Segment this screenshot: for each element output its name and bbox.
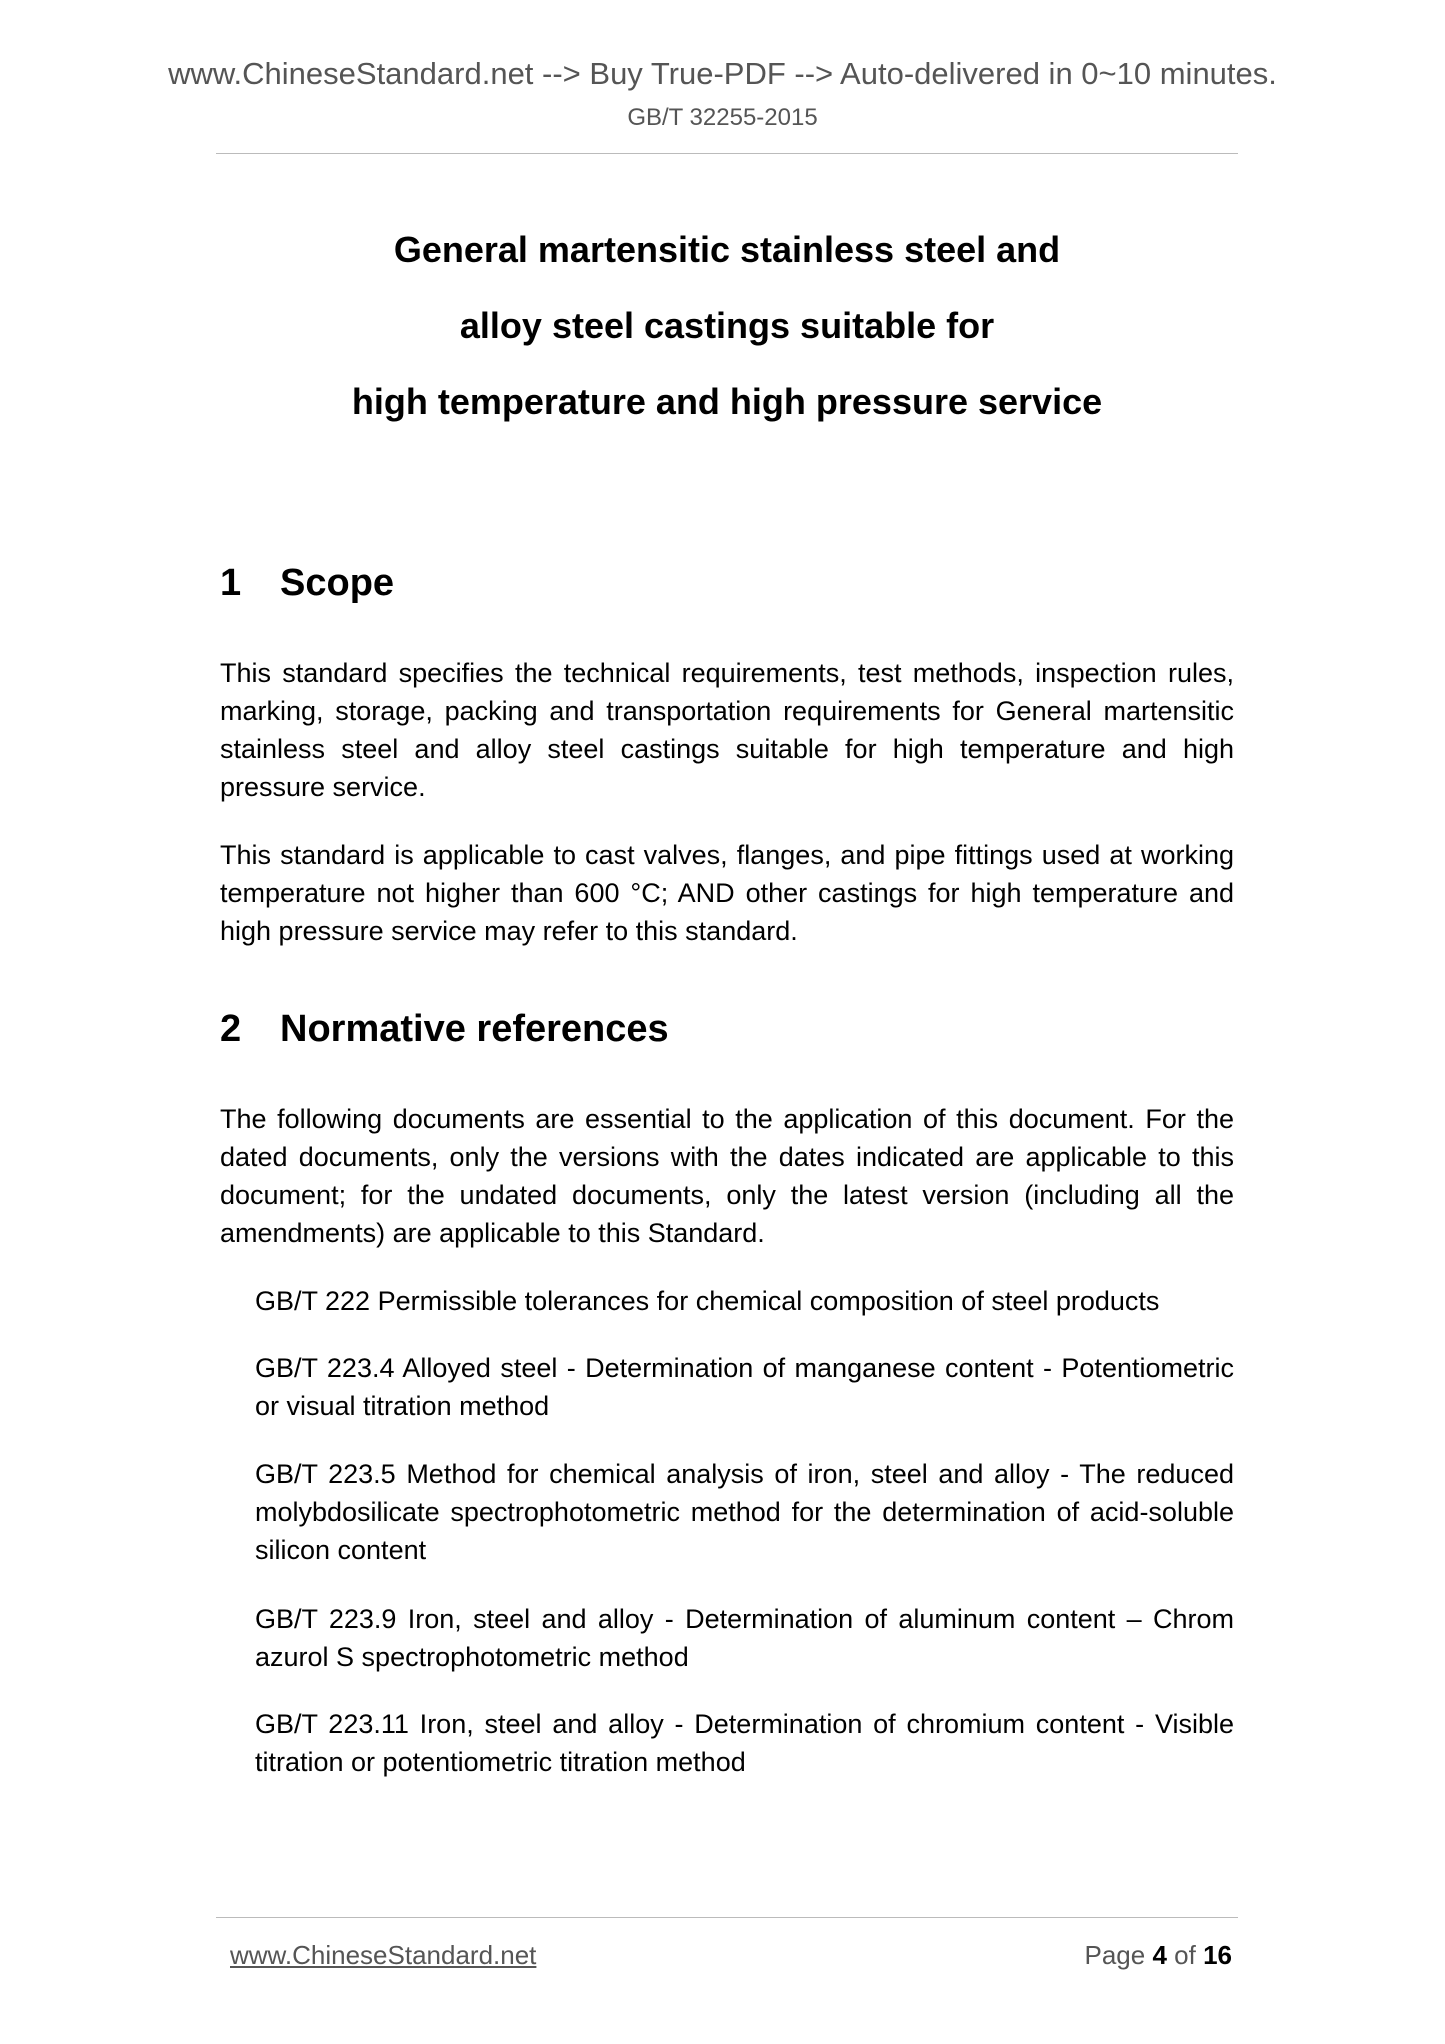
section-2-number: 2 (220, 1008, 242, 1050)
scope-paragraph-2: This standard is applicable to cast valves, flanges, and pipe fittings used at working temperature not higher than 600 °C; AND other castings for high temperature and high pressure service may refer to this standard. (220, 840, 1234, 946)
section-1-number: 1 (220, 562, 242, 604)
section-2-heading (220, 1008, 669, 1051)
reference-item: GB/T 223.9 Iron, steel and alloy - Determination of aluminum content – Chrom azurol S spectrophotometric method (255, 1604, 1234, 1672)
page-prefix: Page (1084, 1940, 1146, 1970)
reference-item: GB/T 223.11 Iron, steel and alloy - Determination of chromium content - Visible titration or potentiometric titration method (255, 1709, 1234, 1777)
normative-references-intro: The following documents are essential to the application of this document. For the dated documents, only the versions with the dates indicated are applicable to this document; for the undated documents, only the latest version (including all the amendments) are applicable to this Standard. (220, 1104, 1234, 1248)
reference-item: GB/T 223.4 Alloyed steel - Determination of manganese content - Potentiometric or visual titration method (255, 1353, 1234, 1421)
page-of: of (1174, 1940, 1196, 1970)
section-1-heading (220, 562, 394, 605)
section-1-title: Scope (280, 562, 395, 604)
section-2-title: Normative references (280, 1008, 669, 1050)
reference-item: GB/T 222 Permissible tolerances for chemical composition of steel products (255, 1286, 1160, 1316)
title-line-2: alloy steel castings suitable for (459, 305, 995, 346)
footer-divider (216, 1917, 1238, 1918)
scope-paragraph-1: This standard specifies the technical requirements, test methods, inspection rules, marking, storage, packing and transportation requirements for General martensitic stainless steel and alloy steel castings suitable for high temperature and high pressure service. (220, 658, 1234, 802)
page-number (1084, 1940, 1232, 1971)
title-line-3: high temperature and high pressure service (351, 381, 1103, 422)
header-standard-code: GB/T 32255-2015 (627, 104, 818, 131)
header-banner: www.ChineseStandard.net --> Buy True-PDF --> Auto-delivered in 0~10 minutes. (168, 56, 1277, 91)
reference-item: GB/T 223.5 Method for chemical analysis of iron, steel and alloy - The reduced molybdosilicate spectrophotometric method for the determination of acid-soluble silicon content (255, 1459, 1234, 1565)
document-title (216, 212, 1238, 440)
header-divider (216, 153, 1238, 154)
page-total: 16 (1203, 1940, 1232, 1970)
footer-website-link[interactable]: www.ChineseStandard.net (230, 1940, 537, 1970)
title-line-1: General martensitic stainless steel and (393, 229, 1061, 270)
page-current: 4 (1152, 1940, 1167, 1970)
